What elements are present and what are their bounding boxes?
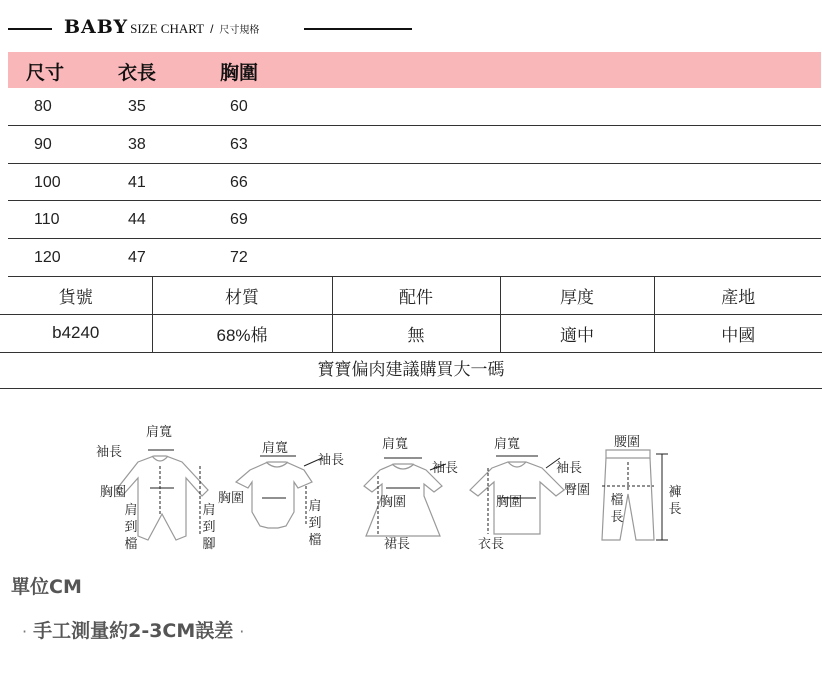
info-origin: 中國	[654, 315, 822, 353]
romper-chest-label: 胸圍	[100, 485, 127, 500]
romper-shoulder-crotch-label: 肩到檔	[124, 503, 138, 552]
top-shoulder-label: 肩寬	[494, 437, 521, 452]
size-row	[8, 239, 821, 277]
bullet-right: ·	[239, 622, 245, 641]
header-line-right	[304, 28, 412, 30]
dress-sleeve-label: 袖長	[432, 461, 459, 476]
measurement-diagram	[90, 426, 690, 566]
size-table	[8, 88, 821, 277]
info-accessory: 無	[332, 315, 500, 353]
info-header-origin: 產地	[654, 277, 822, 315]
chest-cell: 63	[230, 135, 248, 153]
col-header-chest: 胸圍	[220, 62, 259, 84]
length-cell: 41	[128, 173, 146, 191]
length-cell: 35	[128, 98, 146, 115]
bullet-left: ·	[22, 622, 28, 641]
size-row	[8, 88, 821, 126]
bodysuit-shoulder-crotch-label: 肩到檔	[308, 499, 322, 548]
info-item-no: b4240	[0, 315, 152, 353]
top-sleeve-label: 袖長	[556, 461, 583, 476]
error-note-line	[16, 616, 250, 643]
bodysuit-shoulder-label: 肩寬	[262, 441, 289, 456]
error-note: 手工測量約2-3CM誤差	[33, 620, 234, 642]
col-header-size: 尺寸	[26, 62, 65, 84]
header-line-left	[8, 28, 52, 30]
brand-text: BABY	[64, 16, 129, 38]
top-chest-label: 胸圍	[496, 495, 523, 510]
subtitle-text: SIZE CHART	[130, 21, 205, 36]
chest-cell: 66	[230, 173, 248, 191]
bodysuit-chest-label: 胸圍	[218, 491, 245, 506]
romper-shoulder-label: 肩寬	[146, 425, 173, 440]
product-info-table	[0, 277, 822, 353]
size-cell: 110	[34, 211, 60, 229]
chest-cell: 69	[230, 211, 248, 229]
title-divider: /	[210, 22, 214, 36]
size-cell: 100	[34, 173, 61, 191]
chart-header	[8, 14, 418, 44]
chest-cell: 60	[230, 98, 248, 115]
info-header-item-no: 貨號	[0, 277, 152, 315]
size-row	[8, 126, 821, 164]
bodysuit-sleeve-label: 袖長	[318, 453, 345, 468]
size-advice-note: 寶寶偏肉建議購買大一碼	[0, 352, 822, 389]
pants-length-label: 褲長	[668, 485, 682, 517]
info-header-row	[0, 277, 822, 315]
size-cell: 120	[34, 249, 61, 267]
chart-title	[64, 16, 259, 38]
col-header-length: 衣長	[118, 62, 157, 84]
size-cell: 80	[34, 98, 52, 115]
pants-hip-label: 臀圍	[564, 483, 591, 498]
length-cell: 38	[128, 135, 146, 153]
size-table-header	[8, 52, 821, 88]
length-cell: 47	[128, 249, 146, 267]
pants-crotch-label: 檔長	[610, 493, 624, 525]
romper-shoulder-foot-label: 肩到腳	[202, 503, 216, 552]
length-cell: 44	[128, 211, 146, 229]
dress-shoulder-label: 肩寬	[382, 437, 409, 452]
size-row	[8, 201, 821, 239]
romper-sleeve-label: 袖長	[96, 445, 123, 460]
size-row	[8, 164, 821, 202]
top-length-label: 衣長	[478, 537, 505, 552]
info-header-material: 材質	[152, 277, 332, 315]
info-header-accessory: 配件	[332, 277, 500, 315]
pants-waist-label: 腰圍	[614, 435, 641, 450]
dress-chest-label: 胸圍	[380, 495, 407, 510]
size-cell: 90	[34, 135, 52, 153]
unit-note: 單位CM	[11, 576, 82, 598]
info-value-row	[0, 315, 822, 353]
chest-cell: 72	[230, 249, 248, 267]
dress-skirt-length-label: 裙長	[384, 537, 411, 552]
info-header-thickness: 厚度	[500, 277, 654, 315]
info-thickness: 適中	[500, 315, 654, 353]
info-material: 68%棉	[152, 315, 332, 353]
subtitle-zh: 尺寸規格	[219, 25, 260, 36]
